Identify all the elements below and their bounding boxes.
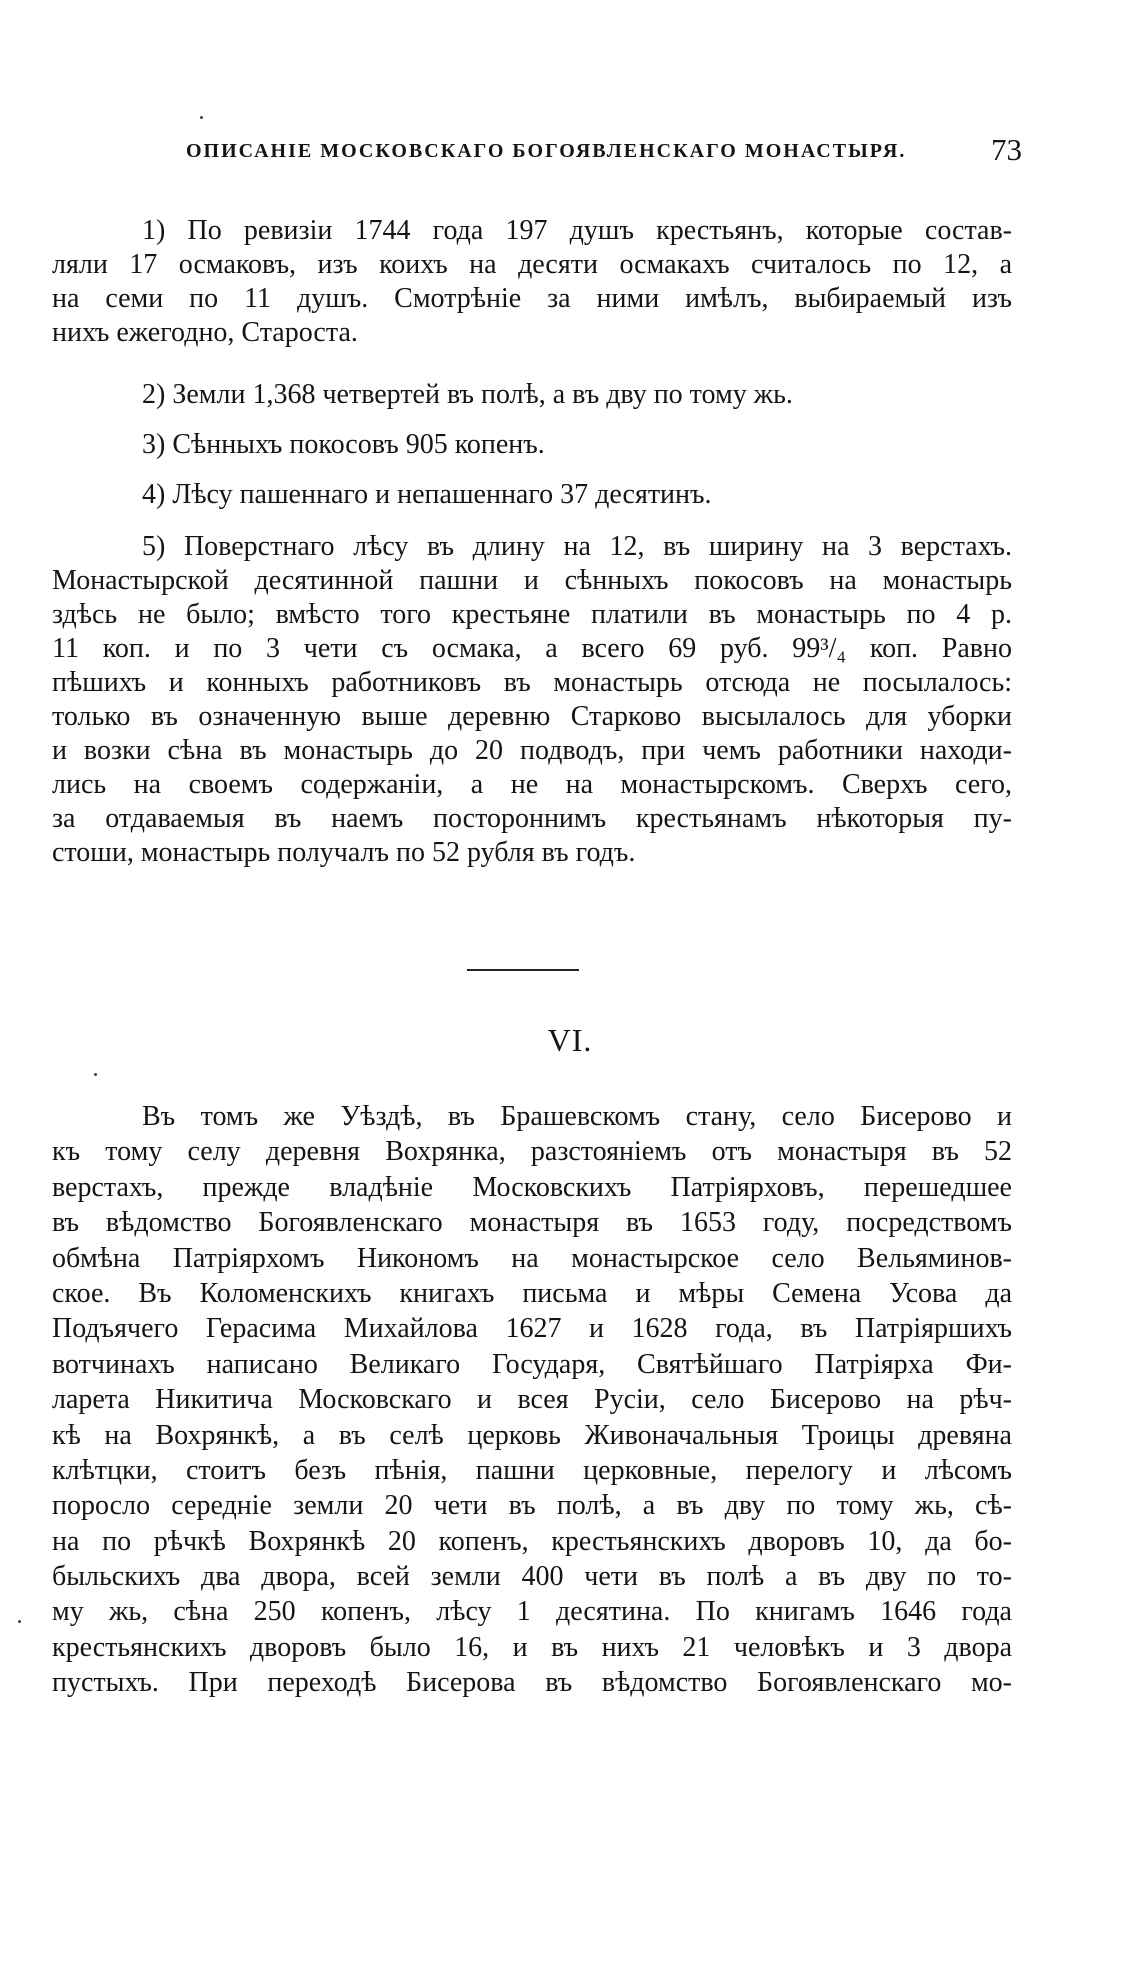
- page-number: 73: [991, 132, 1022, 167]
- text-line: 3) Сѣнныхъ покосовъ 905 копенъ.: [142, 429, 545, 460]
- text-line: на по рѣчкѣ Вохрянкѣ 20 копенъ, крестьянскихъ дворовъ 10, да бо-: [52, 1525, 1012, 1557]
- text-line: только въ означенную выше деревню Старково высылалось для уборки: [52, 701, 1012, 732]
- text-line: къ тому селу деревня Вохрянка, разстояніемъ отъ монастыря въ 52: [52, 1136, 1012, 1168]
- list-item-2: [52, 378, 1012, 412]
- section-heading: VI.: [547, 1022, 593, 1058]
- text-line: верстахъ, прежде владѣніе Московскихъ Патріярховъ, перешедшее: [52, 1171, 1012, 1203]
- text-line: Подъячего Герасима Михайлова 1627 и 1628 года, въ Патріяршихъ: [52, 1313, 1012, 1345]
- text-line: крестьянскихъ дворовъ было 16, и въ нихъ 21 человѣкъ и 3 двора: [52, 1631, 1012, 1663]
- text-line: 4) Лѣсу пашеннаго и непашеннаго 37 десятинъ.: [142, 479, 712, 510]
- text-line: кѣ на Вохрянкѣ, а въ селѣ церковь Живоначальныя Троицы древяна: [52, 1419, 1012, 1451]
- text-line: ларета Никитича Московскаго и всея Русіи, село Бисерово на рѣч-: [52, 1384, 1012, 1416]
- text-line: стоши, монастырь получалъ по 52 рубля въ годъ.: [52, 837, 636, 868]
- text-line: клѣтцки, стоитъ безъ пѣнія, пашни церковные, перелогу и лѣсомъ: [52, 1454, 1012, 1486]
- text-line: вотчинахъ написано Великаго Государя, Святѣйшаго Патріярха Фи-: [52, 1348, 1012, 1380]
- text-line: ляли 17 осмаковъ, изъ коихъ на десяти осмакахъ считалось по 12, а: [52, 249, 1012, 280]
- list-item-3: [52, 428, 1012, 462]
- text-line: пустыхъ. При переходѣ Бисерова въ вѣдомство Богоявленскаго мо-: [52, 1667, 1012, 1699]
- text-line: 5) Поверстнаго лѣсу въ длину на 12, въ ширину на 3 верстахъ.: [142, 531, 1012, 562]
- ink-speck: [18, 1620, 21, 1623]
- text-line: му жь, сѣна 250 копенъ, лѣсу 1 десятина. По книгамъ 1646 года: [52, 1596, 1012, 1628]
- section-paragraph: [52, 1099, 1012, 1701]
- text-line: здѣсь не было; вмѣсто того крестьяне платили въ монастырь по 4 р.: [52, 599, 1012, 630]
- text-line: лись на своемъ содержаніи, а не на монастырскомъ. Сверхъ сего,: [52, 769, 1012, 800]
- text-line: на семи по 11 душъ. Смотрѣніе за ними имѣлъ, выбираемый изъ: [52, 283, 1012, 314]
- text-line: ское. Въ Коломенскихъ книгахъ письма и мѣры Семена Усова да: [52, 1277, 1012, 1309]
- ink-speck: [200, 116, 203, 119]
- list-item-5: [52, 530, 1012, 870]
- text-line: пѣшихъ и конныхъ работниковъ въ монастырь отсюда не посылалось:: [52, 667, 1012, 698]
- text-line: 11 коп. и по 3 чети съ осмака, а всего 69 руб. 99³/₄ коп. Равно: [52, 633, 1012, 664]
- text-line: 1) По ревизіи 1744 года 197 душъ крестьянъ, которые состав-: [142, 215, 1012, 246]
- text-line: Монастырской десятинной пашни и сѣнныхъ покосовъ на монастырь: [52, 565, 1012, 596]
- list-item-4: [52, 478, 1012, 512]
- text-line: за отдаваемыя въ наемъ постороннимъ крестьянамъ нѣкоторыя пу-: [52, 803, 1012, 834]
- ink-speck: [94, 1073, 97, 1076]
- text-line: 2) Земли 1,368 четвертей въ полѣ, а въ дву по тому жь.: [142, 379, 793, 410]
- text-line: нихъ ежегодно, Староста.: [52, 317, 358, 348]
- text-line: Въ томъ же Уѣздѣ, въ Брашевскомъ стану, село Бисерово и: [142, 1101, 1012, 1132]
- text-line: поросло середніе земли 20 чети въ полѣ, а въ дву по тому жь, сѣ-: [52, 1490, 1012, 1522]
- text-line: обмѣна Патріярхомъ Никономъ на монастырское село Вельяминов-: [52, 1242, 1012, 1274]
- section-divider: [467, 969, 579, 971]
- running-title: ОПИСАНІЕ МОСКОВСКАГО БОГОЯВЛЕНСКАГО МОНАСТЫРЯ.: [186, 140, 907, 162]
- list-item-1: [52, 214, 1012, 350]
- text-line: въ вѣдомство Богоявленскаго монастыря въ 1653 году, посредствомъ: [52, 1207, 1012, 1239]
- text-line: быльскихъ два двора, всей земли 400 чети въ полѣ а въ дву по то-: [52, 1561, 1012, 1593]
- text-line: и возки сѣна въ монастырь до 20 подводъ, при чемъ работники находи-: [52, 735, 1012, 766]
- running-head: [186, 132, 1022, 176]
